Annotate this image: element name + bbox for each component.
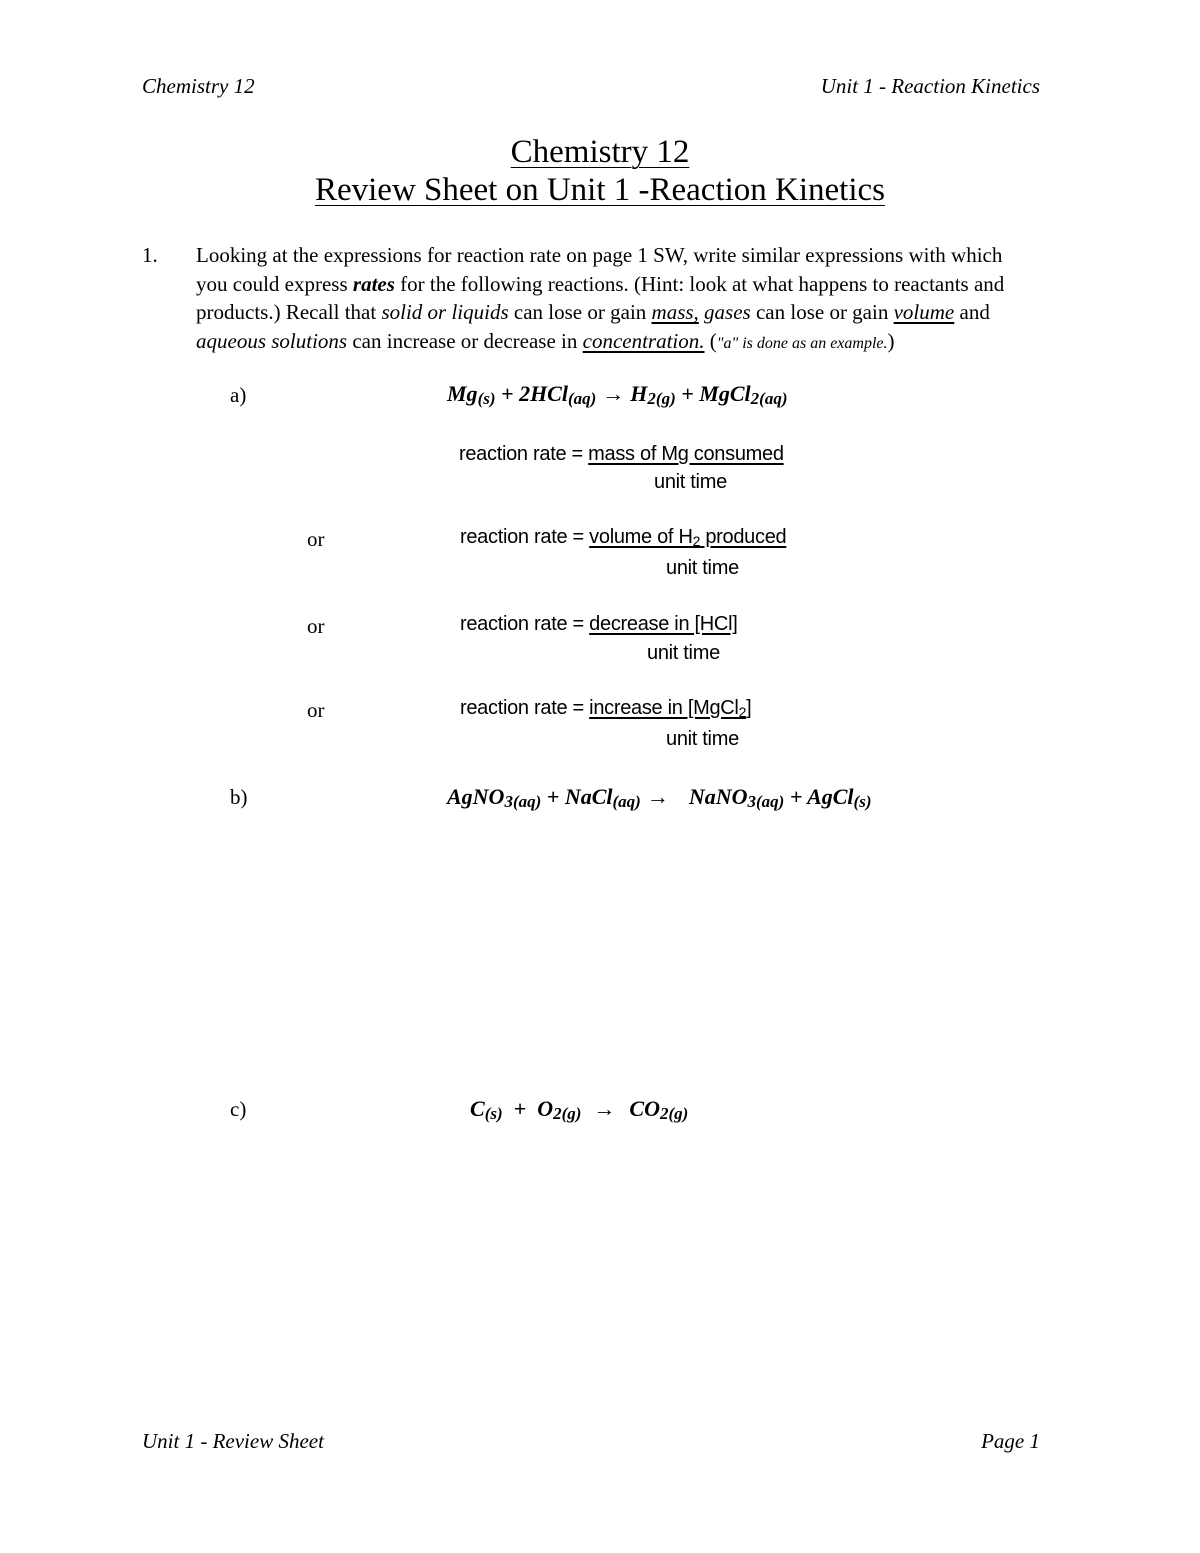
reaction-arrow-icon: →	[646, 784, 669, 809]
rate-denominator-2: unit time	[666, 557, 739, 579]
question-line-4: aqueous solutions can increase or decrease in concentration. ("a" is done as an example.)	[196, 328, 895, 353]
footer-left: Unit 1 - Review Sheet	[142, 1429, 324, 1453]
header-right: Unit 1 - Reaction Kinetics	[820, 74, 1040, 98]
rate-denominator-1: unit time	[654, 471, 727, 493]
or-label: or	[307, 614, 325, 638]
page-subtitle: Review Sheet on Unit 1 -Reaction Kinetics	[314, 172, 886, 208]
reaction-arrow-icon: →	[602, 381, 625, 406]
part-b-equation: AgNO$_{3(aq)}$ + NaCl$_{(aq)}$ → NaNO$_{3(aq)}$ + AgCl$_{(s)}$	[447, 784, 872, 811]
rate-denominator-4: unit time	[666, 728, 739, 750]
rate-expression-1: reaction rate = mass of Mg consumed	[459, 443, 784, 465]
reaction-arrow-icon: →	[593, 1096, 616, 1121]
part-c-equation: $C_{(s)} + O_{2(g)} \to CO_{2(g)}$	[470, 1096, 689, 1123]
footer-page-number: Page 1	[981, 1429, 1040, 1453]
rate-denominator-3: unit time	[647, 642, 720, 664]
question-line-3: products.) Recall that solid or liquids can lose or gain mass, gases can lose or gain volume and	[196, 300, 990, 324]
rate-expression-4: reaction rate = increase in [MgCl$_2$]	[460, 697, 752, 720]
rate-numerator: increase in [MgCl$_2$]	[589, 697, 752, 720]
or-label: or	[307, 527, 325, 551]
part-c-label: c)	[230, 1097, 247, 1121]
rate-numerator: decrease in [HCl]	[589, 613, 738, 635]
part-a-equation: $Mg_{(s)} + 2HCl_{(aq)} \to H_{2(g)}$ + MgCl$_{2(aq)}$	[447, 381, 788, 408]
question-text	[196, 241, 1004, 358]
question-line-1: Looking at the expressions for reaction rate on page 1 SW, write similar expressions with which	[196, 243, 1003, 267]
rate-numerator: volume of $H_2$ produced	[589, 526, 787, 549]
rate-expression-3: reaction rate = decrease in [HCl]	[460, 613, 738, 635]
or-label: or	[307, 698, 325, 722]
question-number: 1.	[142, 243, 158, 267]
header-left: Chemistry 12	[142, 74, 255, 98]
part-a-label: a)	[230, 383, 247, 407]
rate-numerator: mass of Mg consumed	[588, 443, 784, 465]
page-title: Chemistry 12	[510, 134, 690, 170]
part-b-label: b)	[230, 785, 248, 809]
rate-expression-2: reaction rate = volume of $H_2$ produced	[460, 526, 787, 549]
question-line-2: you could express rates for the following reactions. (Hint: look at what happens to reactants and	[196, 271, 1005, 296]
